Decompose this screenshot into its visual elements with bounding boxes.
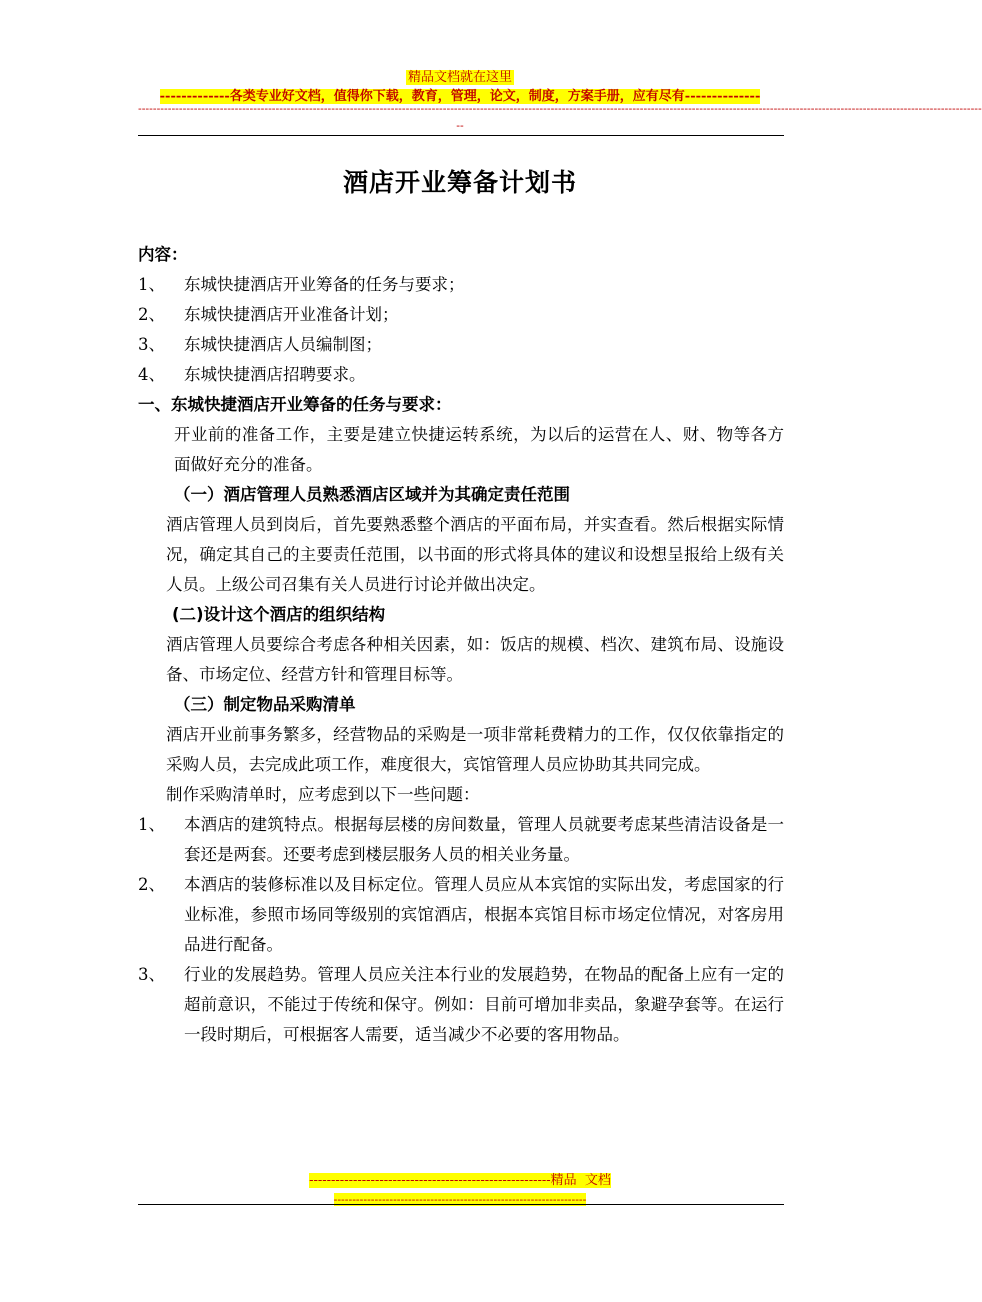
list-item: 1、 本酒店的建筑特点。根据每层楼的房间数量，管理人员就要考虑某些清洁设备是一套还是两套。还要考虑到楼层服务人员的相关业务量。 (138, 815, 784, 864)
header-dashed-tail: -- (456, 119, 464, 132)
list-item: 2、 本酒店的装修标准以及目标定位。管理人员应从本宾馆的实际出发，考虑国家的行业标准，参照市场同等级别的宾馆酒店，根据本宾馆目标市场定位情况，对客房用品进行配备。 (138, 875, 784, 954)
document-body (138, 240, 784, 1050)
contents-item: 4、 东城快捷酒店招聘要求。 (138, 365, 366, 384)
subsection-heading: (二)设计这个酒店的组织结构 (172, 605, 386, 624)
footer-dashed-line: -------------------------------------------------------------------- (333, 1193, 587, 1206)
subsection-body: 酒店管理人员到岗后，首先要熟悉整个酒店的平面布局，并实查看。然后根据实际情况，确定其自己的主要责任范围，以书面的形式将具体的建议和设想呈报给上级有关人员。上级公司召集有关人员进行讨论并做出决定。 (166, 515, 784, 594)
subsection-body: 酒店开业前事务繁多，经营物品的采购是一项非常耗费精力的工作，仅仅依靠指定的采购人员，去完成此项工作，难度很大，宾馆管理人员应协助其共同完成。 (166, 725, 784, 774)
header-rule (138, 135, 784, 136)
subsection-body: 酒店管理人员要综合考虑各种相关因素，如：饭店的规模、档次、建筑布局、设施设备、市场定位、经营方针和管理目标等。 (166, 635, 784, 684)
section-intro: 开业前的准备工作，主要是建立快捷运转系统，为以后的运营在人、财、物等各方面做好充分的准备。 (174, 425, 784, 474)
contents-label: 内容： (138, 245, 188, 264)
subsection-heading: （一）酒店管理人员熟悉酒店区域并为其确定责任范围 (174, 485, 570, 504)
section-heading: 一、东城快捷酒店开业筹备的任务与要求： (138, 395, 452, 414)
subsection-heading: （三）制定物品采购清单 (174, 695, 356, 714)
header-dashed-line: ----------------------------------------------------------------------------------------------------------------------------------------------------------------------------------------------------------------------------------- (138, 102, 982, 115)
list-lead: 制作采购清单时，应考虑到以下一些问题： (166, 785, 480, 804)
document-title: 酒店开业筹备计划书 (342, 168, 577, 197)
header-banner-title: 精品文档就在这里 (407, 70, 512, 85)
contents-item: 2、 东城快捷酒店开业准备计划； (138, 305, 399, 324)
header-banner-tagline: -------------各类专业好文档，值得你下载，教育，管理，论文，制度，方案手册，应有尽有-------------- (159, 89, 761, 104)
footer-banner: -------------------------------------------------------精品 文档 (309, 1173, 611, 1188)
list-item: 3、 行业的发展趋势。管理人员应关注本行业的发展趋势，在物品的配备上应有一定的超前意识，不能过于传统和保守。例如：目前可增加非卖品，象避孕套等。在运行一段时期后，可根据客人需要，适当减少不必要的客用物品。 (138, 965, 784, 1044)
contents-item: 3、 东城快捷酒店人员编制图； (138, 335, 382, 354)
footer-rule (138, 1204, 784, 1205)
contents-item: 1、 东城快捷酒店开业筹备的任务与要求； (138, 275, 465, 294)
